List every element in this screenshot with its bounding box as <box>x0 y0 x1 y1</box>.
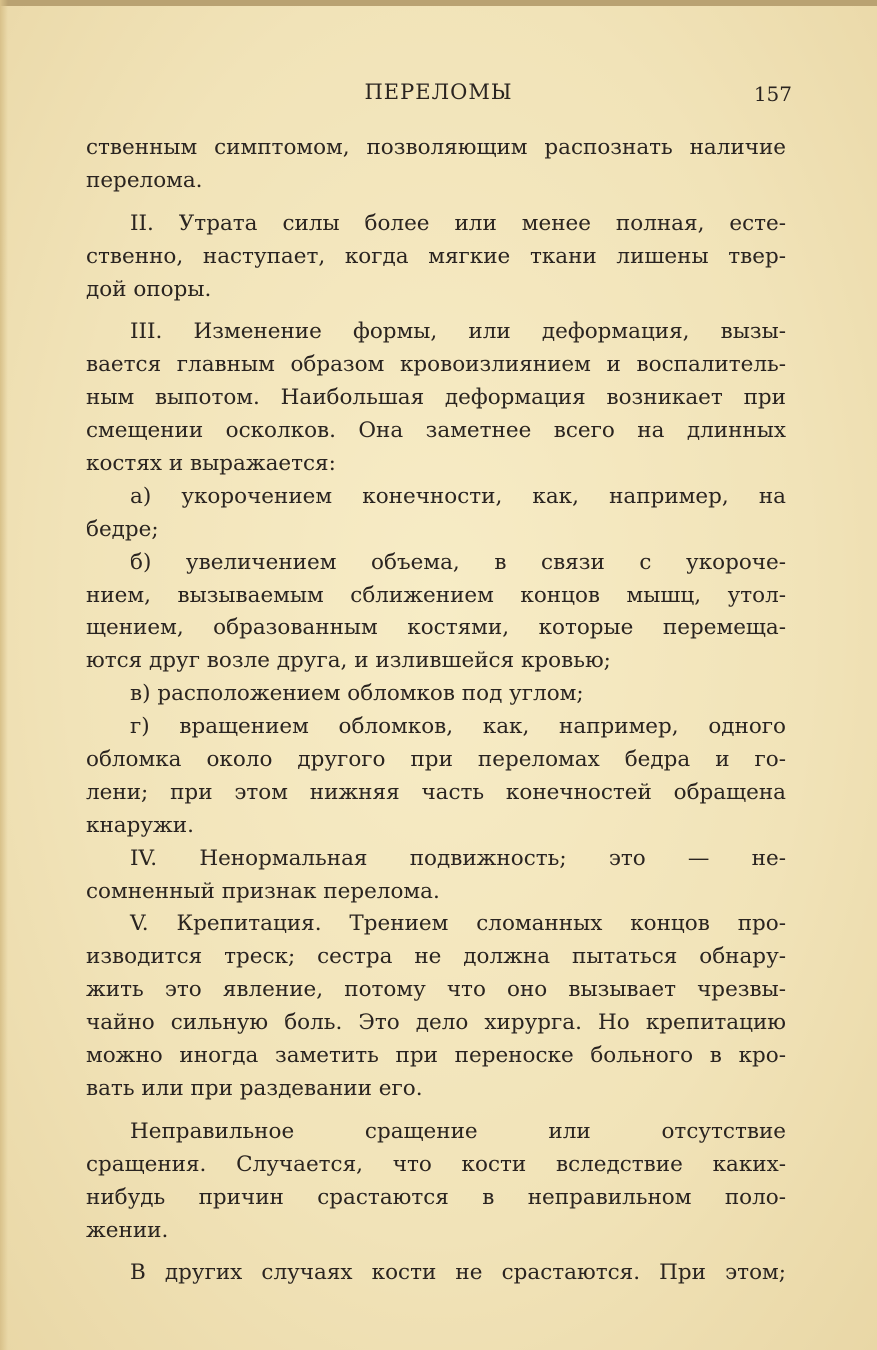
text-line: лени; при этом нижняя часть конечностей обращена <box>86 779 786 805</box>
text-line: сращения. Случается, что кости вследствие каких- <box>86 1151 786 1177</box>
text-line: жении. <box>86 1217 169 1243</box>
text-line: В других случаях кости не срастаются. При этом; <box>130 1260 786 1286</box>
text-line: ются друг возле друга, и излившейся кровью; <box>86 648 611 674</box>
text-line: изводится треск; сестра не должна пытаться обнару- <box>86 944 786 970</box>
text-line: чайно сильную боль. Это дело хирурга. Но крепитацию <box>86 1010 786 1036</box>
text-line: II. Утрата силы более или менее полная, есте- <box>130 210 786 236</box>
text-line: б) увеличением объема, в связи с укороче- <box>130 549 786 575</box>
text-line: смещении осколков. Она заметнее всего на длинных <box>86 418 786 444</box>
text-line: V. Крепитация. Трением сломанных концов про- <box>130 911 786 937</box>
text-line: вать или при раздевании его. <box>86 1075 423 1101</box>
text-line: ственно, наступает, когда мягкие ткани лишены твер- <box>86 243 786 269</box>
text-line: в) расположением обломков под углом; <box>130 681 584 707</box>
text-line: щением, образованным костями, которые перемеща- <box>86 615 786 641</box>
text-line: дой опоры. <box>86 276 212 302</box>
running-title: ПЕРЕЛОМЫ <box>364 80 513 104</box>
text-line: III. Изменение формы, или деформация, вызы- <box>130 319 786 345</box>
text-line: нибудь причин срастаются в неправильном поло- <box>86 1184 786 1210</box>
text-line: можно иногда заметить при переноске больного в кро- <box>86 1043 786 1069</box>
page-header <box>0 80 877 110</box>
text-line: г) вращением обломков, как, например, одного <box>130 714 786 740</box>
text-line: нием, вызываемым сближением концов мышц, утол- <box>86 582 786 608</box>
text-line: а) укорочением конечности, как, например, на <box>130 483 786 509</box>
text-line: IV. Ненормальная подвижность; это — не- <box>130 845 786 871</box>
page-top-edge <box>0 0 877 6</box>
page-left-edge <box>0 0 8 1350</box>
text-line: обломка около другого при переломах бедра и го- <box>86 747 786 773</box>
text-line: ственным симптомом, позволяющим распознать наличие <box>86 135 786 160</box>
page-number: 157 <box>753 82 792 106</box>
text-line: кнаружи. <box>86 812 194 838</box>
text-line: бедре; <box>86 516 159 542</box>
page-body <box>86 132 786 1290</box>
text-line: жить это явление, потому что оно вызывает чрезвы- <box>86 977 786 1003</box>
text-line: Неправильное сращение или отсутствие <box>130 1118 786 1144</box>
text-line: ным выпотом. Наибольшая деформация возникает при <box>86 385 786 411</box>
text-line: вается главным образом кровоизлиянием и воспалитель- <box>86 352 786 378</box>
text-line: перелома. <box>86 167 203 193</box>
text-line: сомненный признак перелома. <box>86 878 440 904</box>
text-line: костях и выражается: <box>86 451 336 477</box>
